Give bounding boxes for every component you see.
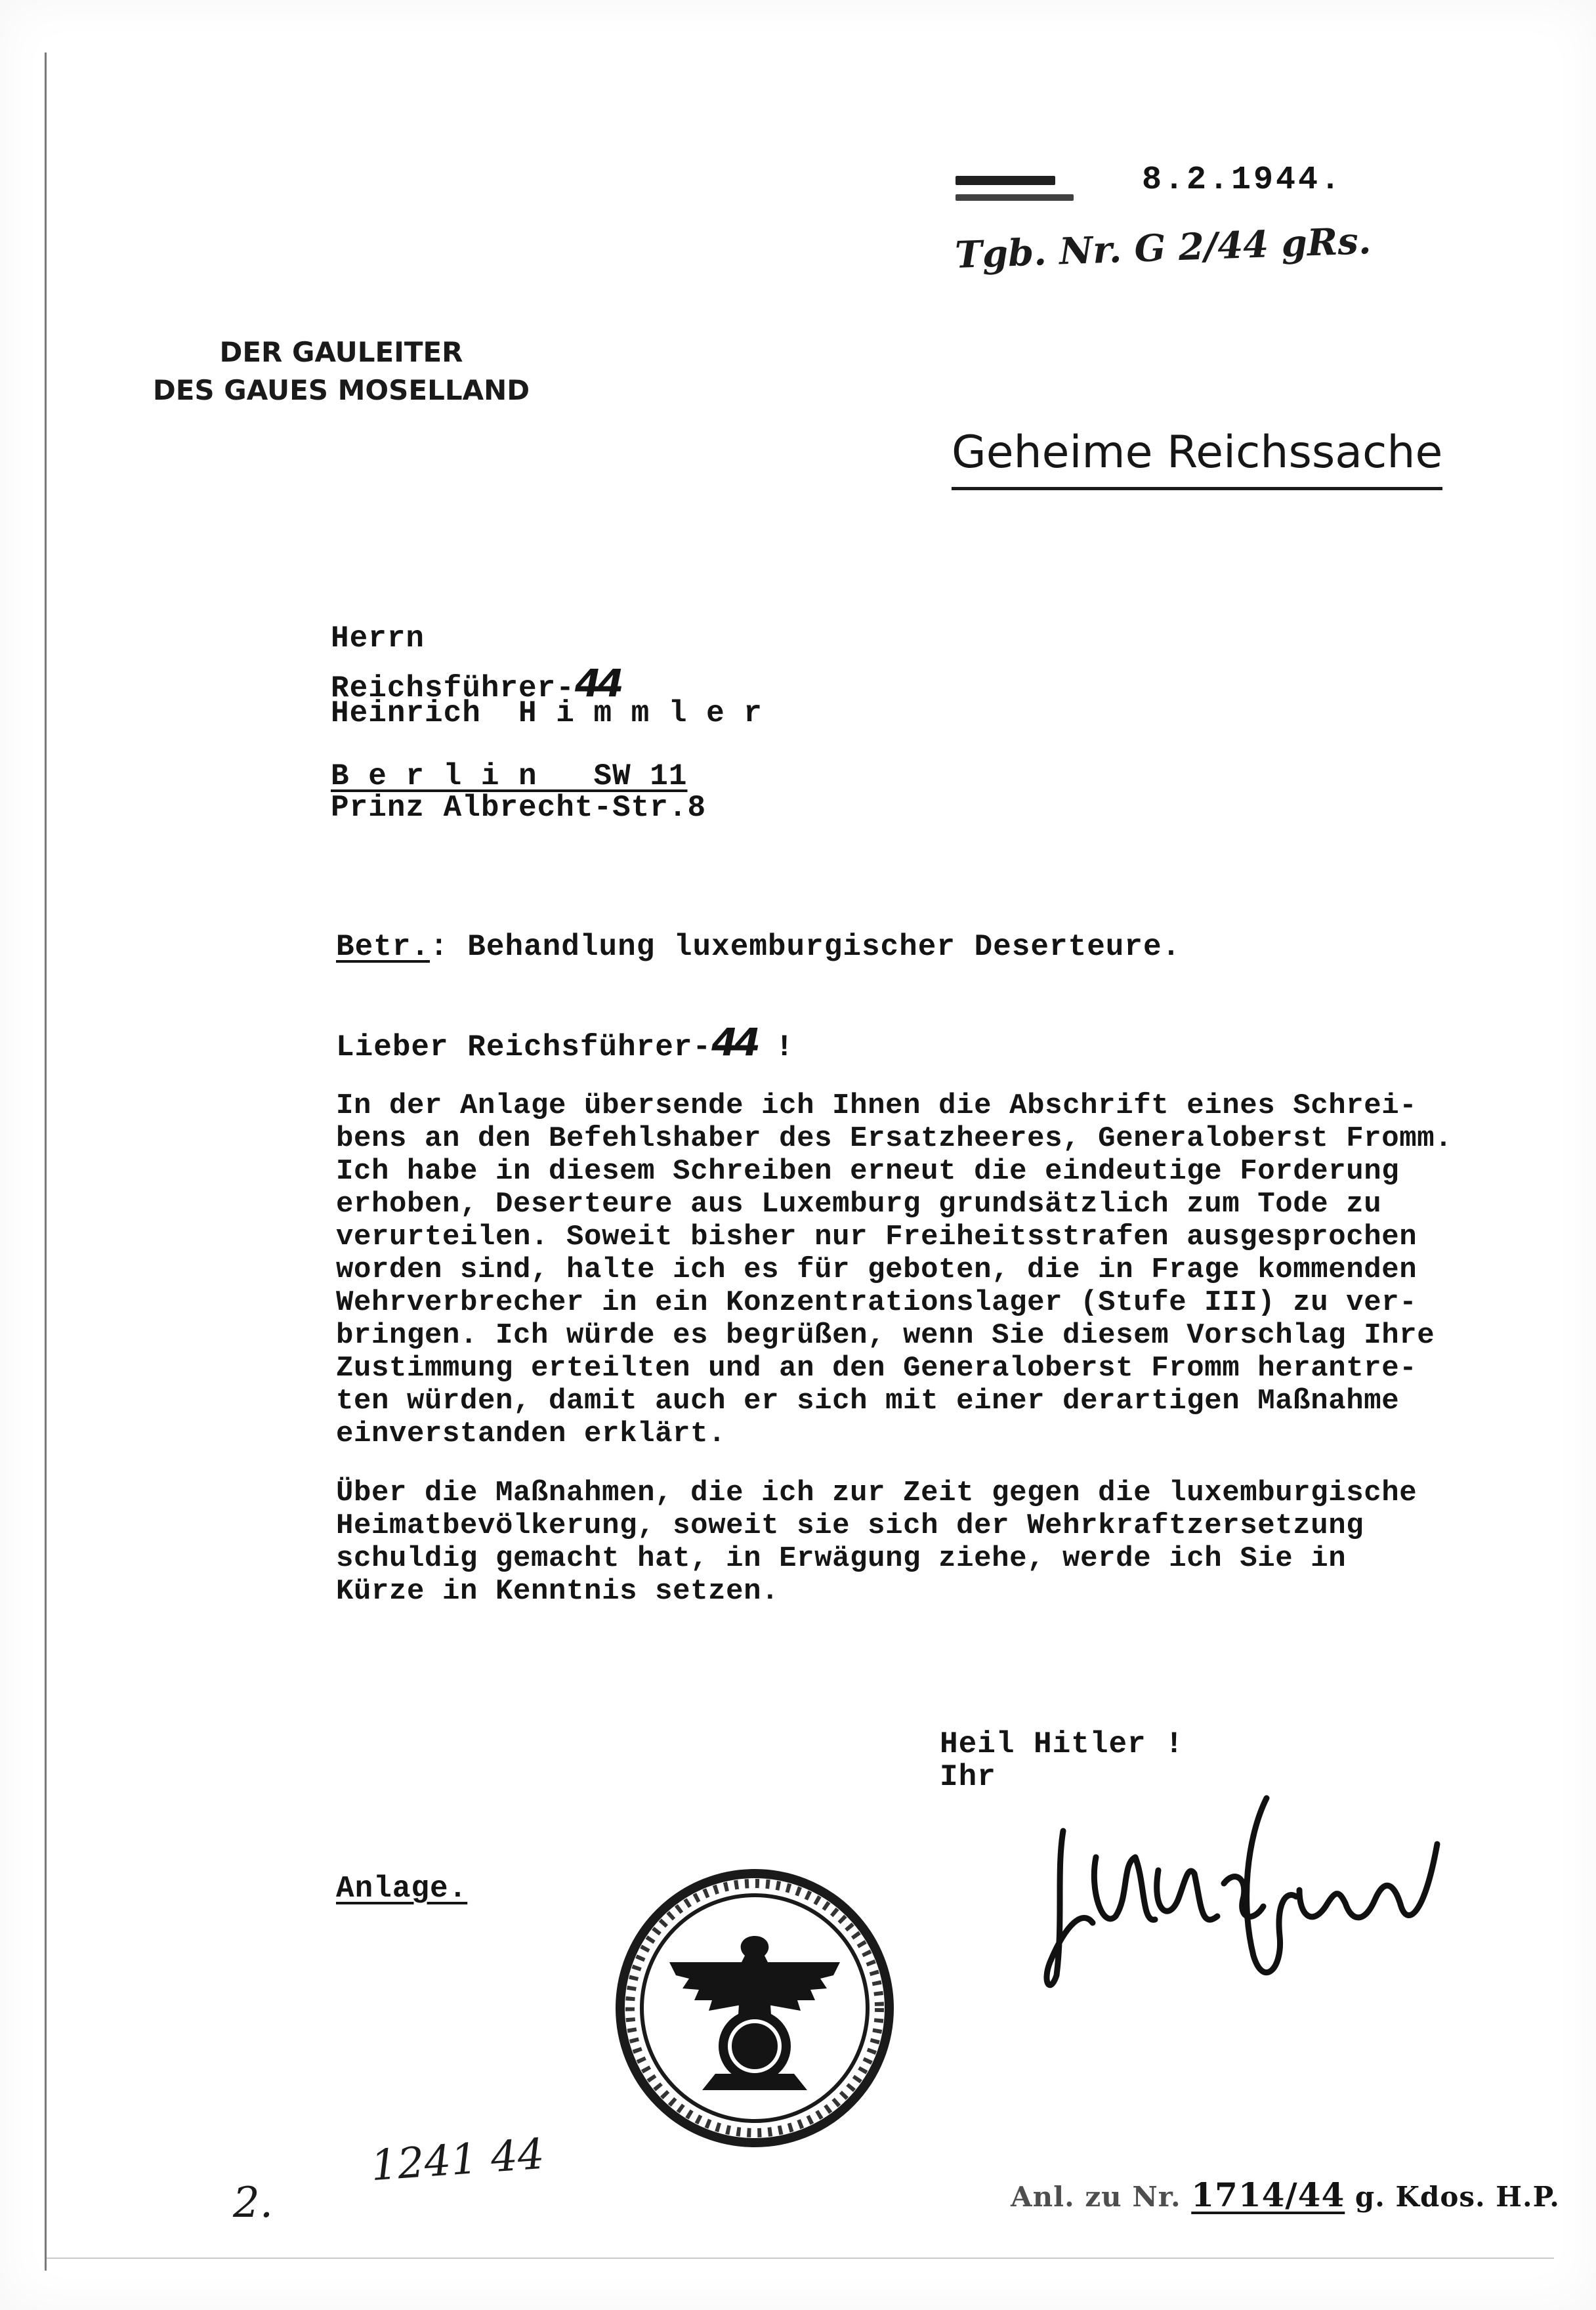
official-seal-stamp (610, 1864, 899, 2152)
body-line: Wehrverbrecher in ein Konzentrationslager (Stufe III) zu ver- (336, 1286, 1418, 1319)
closing-heil: Heil Hitler ! (940, 1727, 1184, 1761)
subject-label: Betr. (336, 930, 430, 964)
body-line: verurteilen. Soweit bisher nur Freiheitsstrafen ausgesprochen (336, 1221, 1418, 1253)
body-line: bringen. Ich würde es begrüßen, wenn Sie diesem Vorschlag Ihre (336, 1319, 1435, 1352)
body-line: worden sind, halte ich es für geboten, die in Frage kommenden (336, 1253, 1418, 1286)
body-line: Heimatbevölkerung, soweit sie sich der Wehrkraftzersetzung (336, 1509, 1364, 1542)
body-line: Zustimmung erteilten und an den Generaloberst Fromm herantre- (336, 1352, 1418, 1385)
body-line: einverstanden erklärt. (336, 1418, 726, 1450)
body-paragraph-1 (336, 1089, 1557, 1450)
letterhead-line-2: DES GAUES MOSELLAND (152, 374, 530, 406)
greeting-text: Lieber Reichsführer- (336, 1030, 712, 1064)
handwritten-file-reference: Tgb. Nr. G 2/44 gRs. (954, 219, 1372, 278)
letterhead (118, 333, 564, 410)
handwritten-left-number: 2. (233, 2179, 274, 2227)
classification-stamp: Geheime Reichssache (952, 427, 1442, 485)
closing-ihr: Ihr (940, 1760, 996, 1794)
greeting-punct: ! (756, 1030, 795, 1064)
handwritten-registry-number: 1241 44 (369, 2130, 546, 2191)
address-street: Prinz Albrecht-Str.8 (331, 791, 707, 825)
body-line: ten würden, damit auch er sich mit einer derartigen Maßnahme (336, 1385, 1400, 1418)
greeting (336, 1020, 795, 1064)
body-line: Kürze in Kenntnis setzen. (336, 1575, 780, 1608)
redacted-line-1 (956, 176, 1055, 185)
redacted-line-2 (956, 194, 1074, 201)
address-herrn: Herrn (331, 621, 425, 656)
subject-line (336, 932, 1181, 962)
letterhead-line-1: DER GAULEITER (219, 336, 463, 368)
body-line: Ich habe in diesem Schreiben erneut die eindeutige Forderung (336, 1155, 1400, 1188)
scan-bottom-edge (45, 2258, 1554, 2259)
ss-rune-address: 44 (574, 661, 620, 705)
footer-stamp (1011, 2175, 1560, 2214)
enclosure-label: Anlage. (336, 1872, 468, 1906)
scan-edge-line (45, 52, 47, 2271)
footer-stamp-number: 1714/44 (1191, 2175, 1345, 2214)
handwritten-signature (1037, 1759, 1457, 2021)
address-city: B e r l i n SW 11 (331, 759, 688, 793)
body-line: schuldig gemacht hat, in Erwägung ziehe, werde ich Sie in (336, 1542, 1347, 1575)
address-name: Heinrich H i m m l e r (331, 696, 763, 730)
ss-rune-greeting: 44 (711, 1020, 757, 1064)
body-line: bens an den Befehlshaber des Ersatzheeres, Generaloberst Fromm. (336, 1122, 1453, 1155)
body-line: erhoben, Deserteure aus Luxemburg grundsätzlich zum Tode zu (336, 1188, 1382, 1221)
subject-text: Behandlung luxemburgischer Deserteure. (467, 930, 1181, 964)
body-line: Über die Maßnahmen, die ich zur Zeit gegen die luxemburgische (336, 1477, 1418, 1509)
body-line: In der Anlage übersende ich Ihnen die Abschrift eines Schrei- (336, 1089, 1418, 1122)
footer-stamp-suffix: g. Kdos. H.P. (1354, 2181, 1560, 2213)
address-title-text: Reichsführer- (331, 671, 575, 705)
footer-stamp-prefix: Anl. zu Nr. (1011, 2181, 1181, 2213)
subject-separator: : (430, 930, 449, 964)
letter-date: 8.2.1944. (1142, 161, 1343, 199)
body-paragraph-2 (336, 1477, 1557, 1608)
